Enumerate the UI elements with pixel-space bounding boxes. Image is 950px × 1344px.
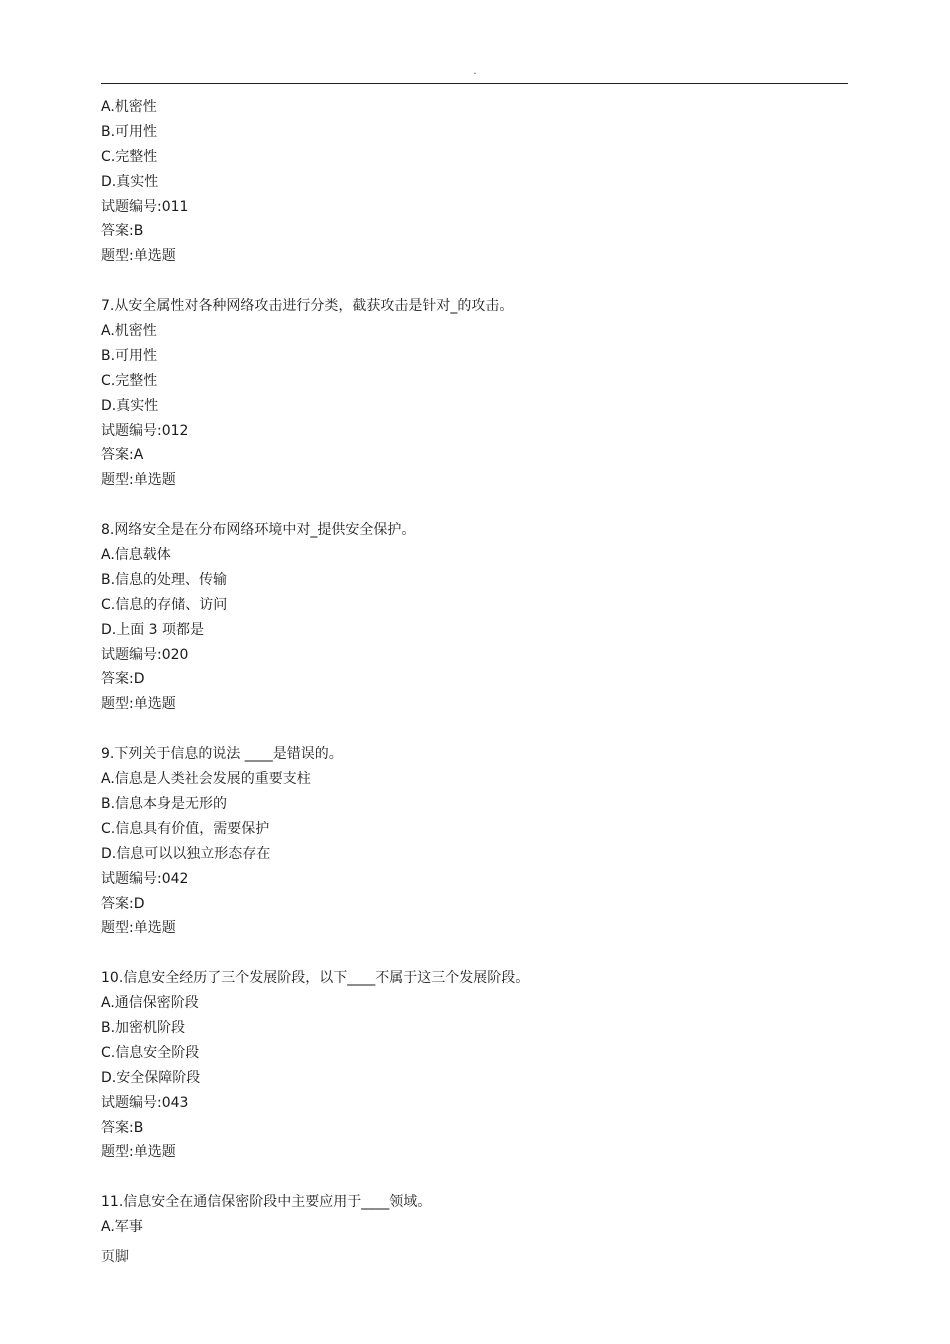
question-text: 11.信息安全在通信保密阶段中主要应用于____领域。 (101, 1194, 432, 1211)
option-line: C.信息的存储、访问 (101, 596, 228, 613)
question-id: 试题编号:012 (101, 422, 189, 439)
question-text: 10.信息安全经历了三个发展阶段，以下____不属于这三个发展阶段。 (101, 970, 530, 987)
answer-line: 答案:B (101, 223, 144, 240)
option-line: A.军事 (101, 1219, 143, 1236)
option-line: A.机密性 (101, 323, 157, 340)
question-id: 试题编号:042 (101, 870, 189, 887)
question-text: 7.从安全属性对各种网络攻击进行分类，截获攻击是针对_的攻击。 (101, 298, 514, 315)
option-line: B.可用性 (101, 123, 158, 140)
option-line: D.真实性 (101, 397, 159, 414)
option-line: D.安全保障阶段 (101, 1069, 201, 1086)
option-line: C.完整性 (101, 148, 158, 165)
paragraph-gap (101, 941, 848, 966)
option-line: D.真实性 (101, 173, 159, 190)
option-line: B.可用性 (101, 347, 158, 364)
document-body (101, 95, 848, 1240)
question-type: 题型:单选题 (101, 696, 176, 713)
question-id: 试题编号:043 (101, 1094, 189, 1111)
question-id: 试题编号:011 (101, 198, 189, 215)
question-type: 题型:单选题 (101, 1144, 176, 1161)
option-line: D.上面 3 项都是 (101, 621, 205, 638)
header-rule (101, 83, 848, 84)
paragraph-gap (101, 269, 848, 294)
option-line: A.通信保密阶段 (101, 995, 199, 1012)
option-line: D.信息可以以独立形态存在 (101, 845, 271, 862)
option-line: A.信息是人类社会发展的重要支柱 (101, 771, 311, 788)
option-line: A.机密性 (101, 99, 157, 115)
option-line: B.加密机阶段 (101, 1019, 186, 1036)
answer-line: 答案:A (101, 447, 144, 464)
option-line: C.信息安全阶段 (101, 1044, 200, 1061)
option-line: C.信息具有价值，需要保护 (101, 820, 270, 837)
question-type: 题型:单选题 (101, 920, 176, 937)
paragraph-gap (101, 1165, 848, 1190)
question-text: 8.网络安全是在分布网络环境中对_提供安全保护。 (101, 522, 416, 539)
question-type: 题型:单选题 (101, 248, 176, 265)
option-line: C.完整性 (101, 372, 158, 389)
answer-line: 答案:D (101, 671, 145, 688)
option-line: B.信息的处理、传输 (101, 571, 228, 588)
option-line: A.信息载体 (101, 547, 171, 564)
question-text: 9.下列关于信息的说法 ____是错误的。 (101, 746, 343, 763)
answer-line: 答案:D (101, 895, 145, 912)
question-type: 题型:单选题 (101, 472, 176, 489)
footer-label: 页脚 (101, 1249, 129, 1265)
option-line: B.信息本身是无形的 (101, 795, 228, 812)
paragraph-gap (101, 717, 848, 742)
question-id: 试题编号:020 (101, 646, 189, 663)
header-mark: . (473, 66, 477, 77)
paragraph-gap (101, 493, 848, 518)
answer-line: 答案:B (101, 1119, 144, 1136)
